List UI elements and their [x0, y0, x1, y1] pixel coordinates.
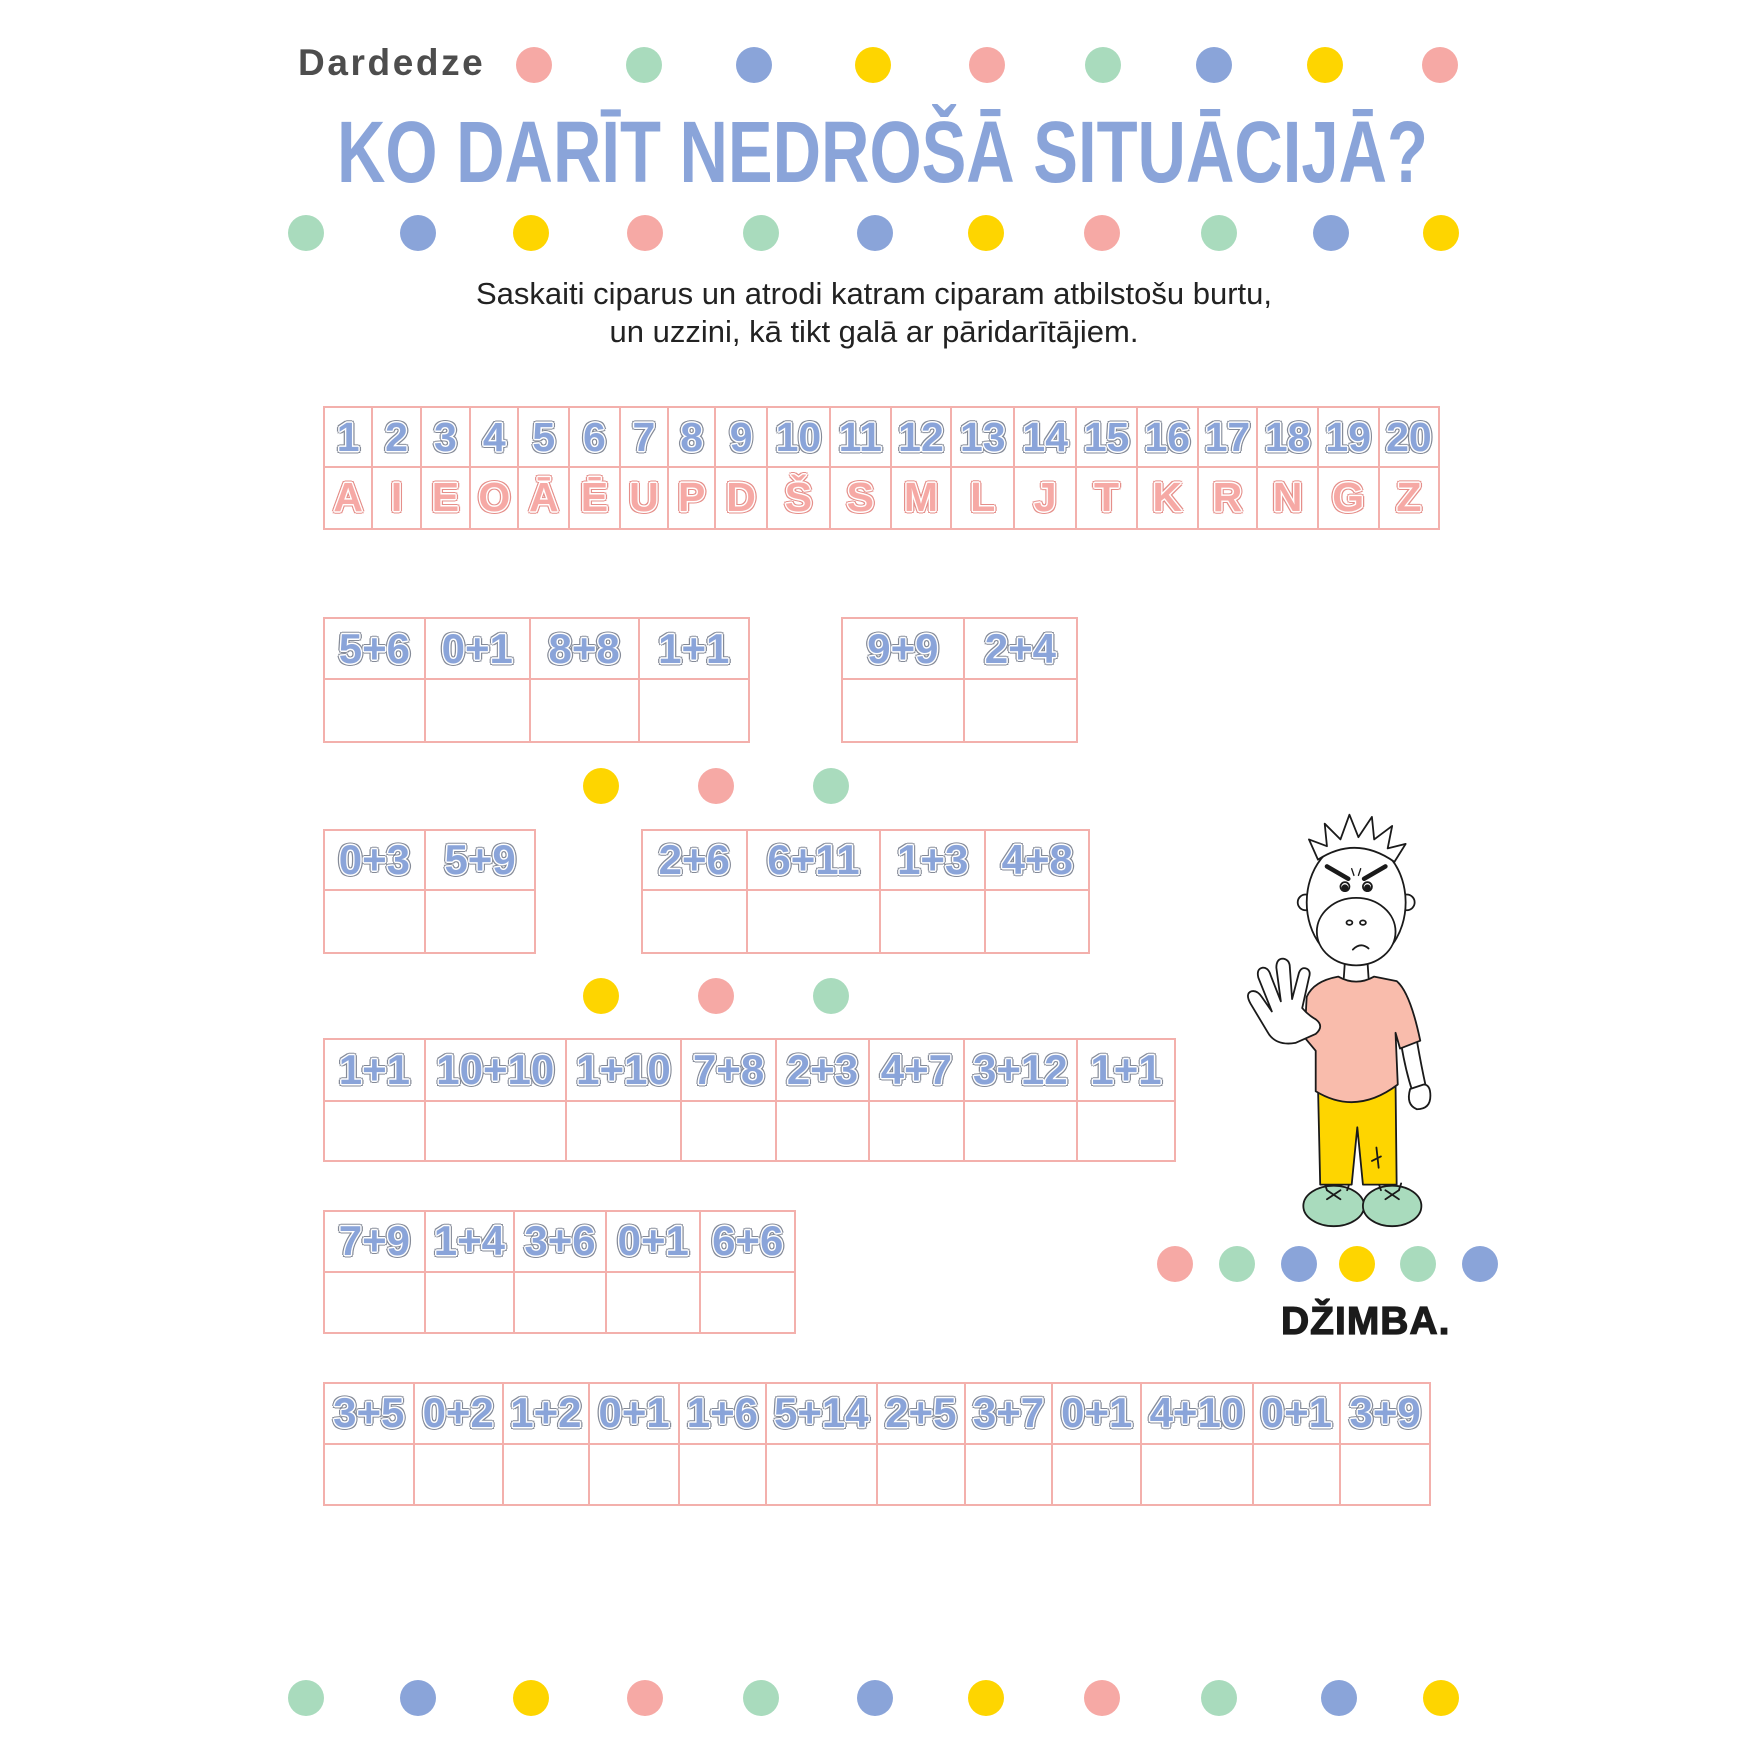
answer-cell: [325, 1102, 426, 1163]
code-number-cell: [325, 408, 373, 468]
sum-label: 1+4: [433, 1217, 506, 1265]
code-number: 5: [532, 413, 556, 460]
decor-dot: [400, 1680, 436, 1716]
decor-dot: [855, 47, 891, 83]
code-number-cell: [471, 408, 519, 468]
decor-dot: [1422, 47, 1458, 83]
decor-dot: [1339, 1246, 1375, 1282]
decor-dot: [1157, 1246, 1193, 1282]
code-letter: Z: [1396, 474, 1422, 521]
sum-label: 2+6: [658, 836, 730, 884]
sum-cell: [426, 831, 536, 892]
code-letter: R: [1212, 474, 1243, 521]
decor-dot: [288, 1680, 324, 1716]
sum-label: 3+6: [524, 1217, 596, 1265]
answer-cell: [1078, 1102, 1176, 1163]
decor-dot: [736, 47, 772, 83]
decor-dot: [1307, 47, 1343, 83]
answer-cell: [325, 680, 426, 743]
decor-dot: [1201, 215, 1237, 251]
answer-cell: [870, 1102, 964, 1163]
puzzle-word-2: [841, 617, 1078, 743]
sum-cell: [590, 1384, 680, 1445]
puzzle-word-3: [323, 829, 536, 955]
sum-label: 3+9: [1349, 1389, 1421, 1437]
decor-dot: [813, 978, 849, 1014]
sum-label: 3+12: [973, 1045, 1068, 1093]
decor-dot: [626, 47, 662, 83]
code-number-cell: [570, 408, 621, 468]
code-number-cell: [831, 408, 892, 468]
right-hand: [1409, 1085, 1431, 1110]
answer-cell: [1254, 1445, 1342, 1507]
code-letter-cell: [422, 468, 472, 530]
sum-label: 1+2: [510, 1389, 582, 1437]
sum-label: 0+3: [338, 836, 411, 884]
left-shoe: [1303, 1186, 1364, 1226]
code-number: 12: [898, 413, 944, 460]
decor-dot: [968, 1680, 1004, 1716]
puzzle-word-5: [323, 1038, 1176, 1163]
decor-dot: [513, 1680, 549, 1716]
sum-label: 1+3: [897, 836, 969, 884]
code-number: 1: [336, 413, 360, 460]
code-letter: M: [903, 474, 939, 521]
decor-dot: [1462, 1246, 1498, 1282]
sum-label: 2+4: [984, 624, 1056, 672]
decor-dot: [1084, 215, 1120, 251]
sum-cell: [748, 831, 882, 892]
code-number: 3: [434, 413, 457, 460]
sum-label: 7+9: [338, 1217, 411, 1265]
sum-cell: [426, 1212, 515, 1273]
puzzle-word-1: [323, 617, 750, 743]
decor-dot: [698, 768, 734, 804]
sum-label: 6+11: [767, 836, 860, 884]
code-number-cell: [1077, 408, 1138, 468]
code-number: 2: [385, 413, 408, 460]
code-number: 13: [960, 413, 1006, 460]
code-table: [323, 406, 1440, 530]
brand-logo: Dardedze: [298, 42, 486, 83]
puzzle-word-7: [323, 1382, 1431, 1506]
sum-label: 5+14: [774, 1389, 869, 1437]
sum-cell: [325, 831, 426, 892]
sum-cell: [966, 1384, 1054, 1445]
code-number: 8: [680, 413, 704, 460]
sum-label: 1+6: [686, 1389, 758, 1437]
code-number-cell: [716, 408, 768, 468]
code-letter: O: [478, 474, 511, 521]
sum-label: 8+8: [548, 624, 620, 672]
code-letter: N: [1272, 474, 1303, 521]
sum-cell: [682, 1040, 776, 1102]
decor-dot: [1313, 215, 1349, 251]
sum-cell: [986, 831, 1091, 892]
decor-dot: [1423, 1680, 1459, 1716]
code-letter-cell: [325, 468, 373, 530]
sum-label: 10+10: [436, 1045, 555, 1093]
sum-cell: [777, 1040, 870, 1102]
title-container: [337, 104, 1428, 209]
answer-cell: [965, 1102, 1079, 1163]
answer-cell: [515, 1273, 607, 1335]
code-letter: K: [1152, 474, 1183, 521]
code-letter-cell: [831, 468, 892, 530]
code-letter: J: [1033, 474, 1057, 521]
code-letter: Ā: [529, 474, 559, 521]
sum-label: 4+8: [1001, 836, 1073, 884]
sum-label: 0+1: [1260, 1389, 1332, 1437]
answer-cell: [701, 1273, 796, 1335]
answer-cell: [426, 680, 531, 743]
instructions-line-2: un uzzini, kā tikt galā ar pāridarītājiem.: [609, 314, 1139, 349]
code-number: 17: [1204, 413, 1251, 460]
shirt: [1304, 977, 1420, 1103]
code-number-cell: [1319, 408, 1380, 468]
answer-cell: [1053, 1445, 1142, 1507]
sum-cell: [643, 831, 748, 892]
answer-cell: [843, 680, 964, 743]
sum-cell: [680, 1384, 767, 1445]
sum-cell: [531, 619, 640, 680]
code-number: 20: [1386, 413, 1432, 460]
code-number: 16: [1144, 413, 1191, 460]
decor-dot: [1196, 47, 1232, 83]
decor-dot: [513, 215, 549, 251]
sum-label: 0+1: [1061, 1389, 1133, 1437]
answer-cell: [590, 1445, 680, 1507]
code-number: 10: [775, 413, 822, 460]
decor-dot: [516, 47, 552, 83]
decor-dot: [1084, 1680, 1120, 1716]
sum-cell: [1341, 1384, 1431, 1445]
decor-dot: [627, 215, 663, 251]
sum-label: 6+6: [712, 1217, 784, 1265]
sum-label: 1+1: [658, 624, 730, 672]
code-letter-cell: [1015, 468, 1077, 530]
answer-cell: [777, 1102, 870, 1163]
sum-cell: [701, 1212, 796, 1273]
code-letter: G: [1332, 474, 1365, 521]
sum-cell: [426, 619, 531, 680]
sum-cell: [607, 1212, 701, 1273]
code-letter-cell: [1077, 468, 1138, 530]
code-letter-cell: [519, 468, 570, 530]
code-letter-cell: [669, 468, 716, 530]
code-letter-cell: [1380, 468, 1441, 530]
decor-dot: [627, 1680, 663, 1716]
decor-dot: [698, 978, 734, 1014]
code-letter: T: [1093, 474, 1120, 521]
code-number: 19: [1325, 413, 1372, 460]
decor-dot: [969, 47, 1005, 83]
answer-cell: [680, 1445, 767, 1507]
answer-cell: [966, 1445, 1054, 1507]
code-number: 11: [838, 413, 882, 460]
answer-cell: [986, 891, 1091, 954]
code-letter-cell: [471, 468, 519, 530]
sum-cell: [325, 1212, 426, 1273]
answer-cell: [748, 891, 882, 954]
code-number-cell: [952, 408, 1015, 468]
sum-label: 7+8: [692, 1045, 765, 1093]
code-number: 18: [1264, 413, 1311, 460]
decor-dot: [1321, 1680, 1357, 1716]
answer-cell: [607, 1273, 701, 1335]
sum-label: 9+9: [867, 624, 939, 672]
sum-cell: [1078, 1040, 1176, 1102]
sum-label: 0+2: [422, 1389, 494, 1437]
sum-cell: [415, 1384, 504, 1445]
sum-label: 1+10: [576, 1045, 671, 1093]
sum-cell: [325, 619, 426, 680]
sum-cell: [870, 1040, 964, 1102]
sum-label: 4+7: [880, 1045, 952, 1093]
code-letter: L: [970, 474, 996, 521]
code-number-cell: [1199, 408, 1259, 468]
answer-cell: [325, 1273, 426, 1335]
code-letter-cell: [1319, 468, 1380, 530]
code-number-cell: [519, 408, 570, 468]
code-letter-cell: [373, 468, 421, 530]
code-letter-cell: [1199, 468, 1259, 530]
sum-cell: [325, 1040, 426, 1102]
decor-dot: [813, 768, 849, 804]
sum-cell: [1053, 1384, 1142, 1445]
code-letter: D: [726, 474, 756, 521]
sum-label: 1+1: [1090, 1045, 1162, 1093]
answer-cell: [878, 1445, 966, 1507]
sum-cell: [325, 1384, 415, 1445]
right-shoe: [1363, 1186, 1421, 1226]
decor-dot: [743, 1680, 779, 1716]
code-letter-cell: [892, 468, 953, 530]
sum-cell: [965, 1040, 1079, 1102]
sum-cell: [567, 1040, 683, 1102]
code-letter: Ē: [580, 474, 609, 521]
sum-cell: [515, 1212, 607, 1273]
sum-label: 1+1: [338, 1045, 411, 1093]
sum-cell: [504, 1384, 591, 1445]
code-number-cell: [373, 408, 421, 468]
sum-cell: [843, 619, 964, 680]
page-title: KO DARĪT NEDROŠĀ SITUĀCIJĀ?: [337, 104, 1428, 201]
code-number: 7: [632, 413, 656, 460]
instructions-line-1: Saskaiti ciparus un atrodi katram ciparam atbilstošu burtu,: [475, 276, 1273, 311]
answer-cell: [504, 1445, 591, 1507]
code-letter-cell: [952, 468, 1015, 530]
sum-cell: [881, 831, 986, 892]
code-number-cell: [1015, 408, 1077, 468]
decor-dot: [1281, 1246, 1317, 1282]
sum-label: 5+9: [444, 836, 516, 884]
decor-dot: [1201, 1680, 1237, 1716]
code-number: 15: [1083, 413, 1130, 460]
decor-dot: [583, 978, 619, 1014]
code-number-cell: [621, 408, 669, 468]
decor-dot: [1400, 1246, 1436, 1282]
code-number-cell: [1138, 408, 1199, 468]
decor-dot: [400, 215, 436, 251]
code-letter: S: [846, 474, 874, 521]
sum-label: 4+10: [1149, 1389, 1245, 1437]
sum-label: 0+1: [441, 624, 513, 672]
decor-dot: [857, 215, 893, 251]
code-letter-cell: [768, 468, 831, 530]
code-letter: U: [629, 474, 659, 521]
code-number-cell: [1258, 408, 1319, 468]
code-letter-cell: [621, 468, 669, 530]
code-letter-cell: [570, 468, 621, 530]
decor-dot: [1219, 1246, 1255, 1282]
sum-cell: [426, 1040, 567, 1102]
code-number-cell: [892, 408, 953, 468]
answer-cell: [682, 1102, 776, 1163]
code-letter-cell: [1138, 468, 1199, 530]
answer-cell: [1341, 1445, 1431, 1507]
code-number: 6: [583, 413, 606, 460]
decor-dot: [1423, 215, 1459, 251]
answer-cell: [426, 891, 536, 954]
sum-label: 3+5: [333, 1389, 405, 1437]
code-number: 9: [729, 413, 753, 460]
sum-cell: [1142, 1384, 1253, 1445]
sum-cell: [1254, 1384, 1342, 1445]
code-letter: Š: [784, 474, 813, 521]
code-letter: P: [677, 474, 706, 521]
code-letter-cell: [716, 468, 768, 530]
sum-cell: [640, 619, 750, 680]
answer-cell: [643, 891, 748, 954]
sum-label: 2+3: [786, 1045, 859, 1093]
puzzle-word-4: [641, 829, 1090, 955]
code-number: 14: [1022, 413, 1069, 460]
code-number-cell: [1380, 408, 1441, 468]
decor-dot: [857, 1680, 893, 1716]
sum-cell: [878, 1384, 966, 1445]
answer-cell: [325, 891, 426, 954]
code-letter: I: [390, 474, 403, 521]
sum-cell: [965, 619, 1079, 680]
code-letter: A: [333, 474, 363, 521]
decor-dot: [1085, 47, 1121, 83]
instructions: [0, 275, 1748, 351]
code-letter-cell: [1258, 468, 1319, 530]
sum-label: 0+1: [598, 1389, 670, 1437]
answer-cell: [426, 1102, 567, 1163]
answer-cell: [415, 1445, 504, 1507]
decor-dot: [968, 215, 1004, 251]
answer-cell: [531, 680, 640, 743]
sum-label: 3+7: [972, 1389, 1045, 1437]
code-number-cell: [422, 408, 472, 468]
code-number-cell: [768, 408, 831, 468]
decor-dot: [288, 215, 324, 251]
decor-dot: [583, 768, 619, 804]
sum-label: 0+1: [617, 1217, 689, 1265]
code-letter: E: [431, 474, 460, 521]
answer-cell: [881, 891, 986, 954]
answer-cell: [1142, 1445, 1253, 1507]
character-illustration: [1237, 810, 1445, 1232]
puzzle-word-6: [323, 1210, 796, 1334]
answer-cell: [965, 680, 1079, 743]
answer-cell: [767, 1445, 878, 1507]
signature-logo: DŽIMBA.: [1281, 1300, 1451, 1343]
sum-cell: [767, 1384, 878, 1445]
code-number: 4: [482, 413, 506, 460]
answer-cell: [325, 1445, 415, 1507]
answer-cell: [640, 680, 750, 743]
sum-label: 5+6: [338, 624, 411, 672]
answer-cell: [567, 1102, 683, 1163]
decor-dot: [743, 215, 779, 251]
sum-label: 2+5: [885, 1389, 957, 1437]
code-number-cell: [669, 408, 716, 468]
answer-cell: [426, 1273, 515, 1335]
